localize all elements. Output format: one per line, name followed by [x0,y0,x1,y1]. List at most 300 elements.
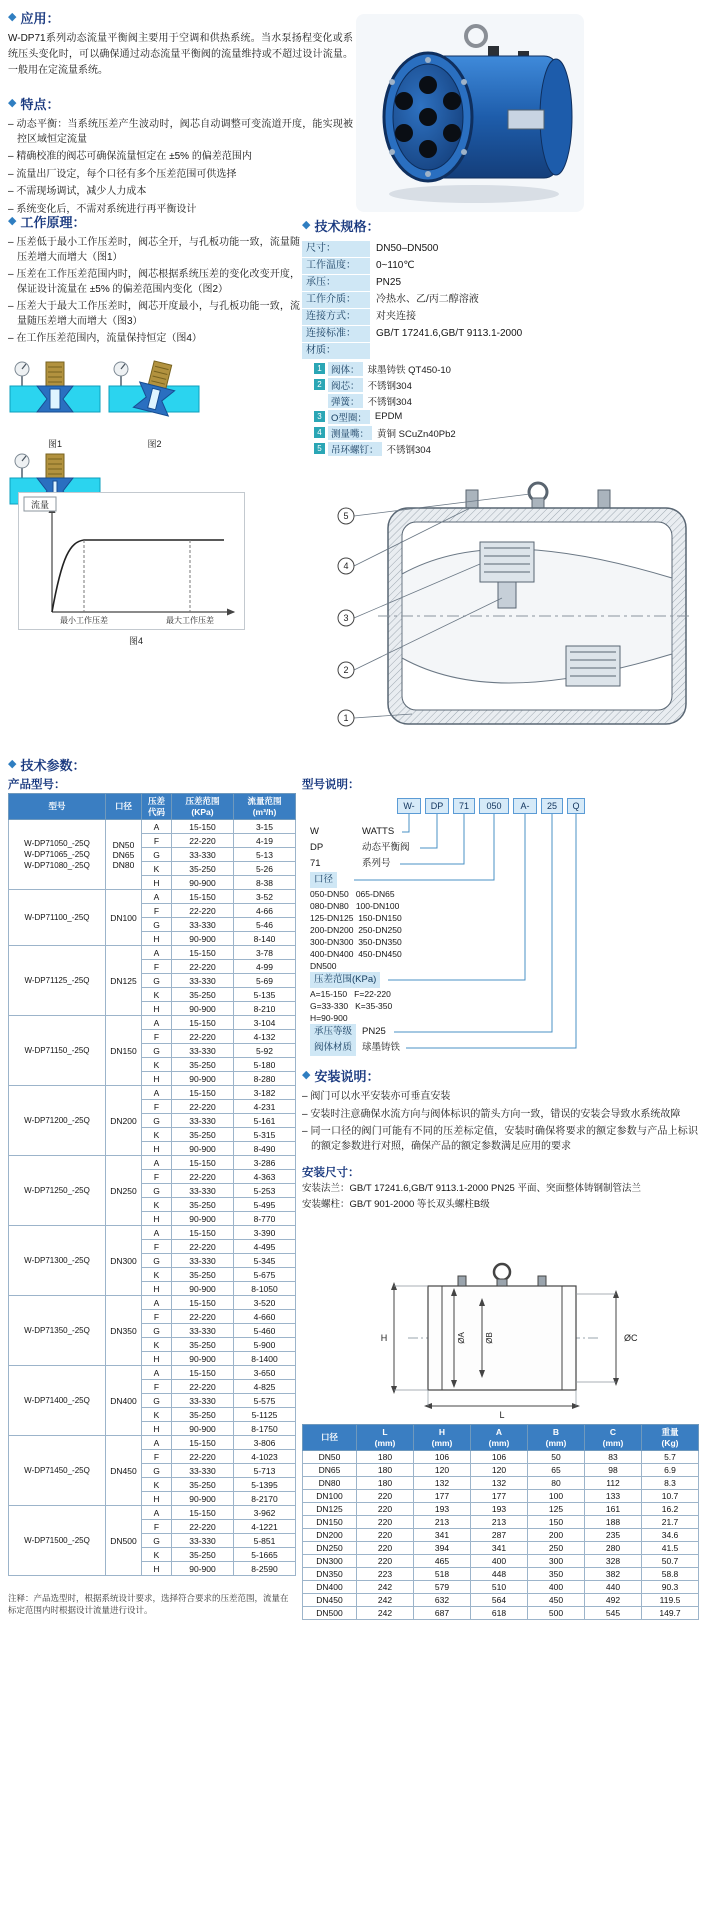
product-photo-image [356,14,584,212]
model-cell: W-DP71400_-25Q [9,1366,106,1436]
model-code-box: 050 [479,798,509,814]
product-value-cell: 22-220 [172,960,234,974]
model-code-box: W- [397,798,421,814]
product-value-cell: 3-15 [234,820,296,834]
material-number-badge: 2 [314,379,325,390]
product-value-cell: K [142,988,172,1002]
model-code-box: A- [513,798,537,814]
product-value-cell: A [142,820,172,834]
spec-row [302,275,698,291]
product-value-cell: 22-220 [172,1380,234,1394]
product-value-cell: 90-900 [172,1282,234,1296]
model-cell: W-DP71250_-25Q [9,1156,106,1226]
dimension-value-cell: DN80 [303,1477,357,1490]
dimension-value-cell: 579 [414,1581,471,1594]
dimension-value-cell: 492 [585,1594,642,1607]
product-value-cell: K [142,1198,172,1212]
dimension-value-cell: 341 [414,1529,471,1542]
chart-ylabel: 流量 [30,500,50,510]
dimensions-table-row [303,1529,699,1542]
diameter-cell: DN300 [106,1226,142,1296]
product-value-cell: G [142,1114,172,1128]
product-value-cell: 5-26 [234,862,296,876]
product-value-cell: 3-806 [234,1436,296,1450]
dimension-value-cell: 34.6 [642,1529,699,1542]
dimension-value-cell: 119.5 [642,1594,699,1607]
diameter-cell: DN125 [106,946,142,1016]
product-value-cell: K [142,1058,172,1072]
product-value-cell: F [142,1380,172,1394]
product-value-cell: 33-330 [172,1464,234,1478]
chart-title: 图4 [128,636,144,646]
product-value-cell: H [142,1282,172,1296]
product-value-cell: 15-150 [172,1226,234,1240]
product-table-row [9,1226,296,1240]
product-value-cell: F [142,1100,172,1114]
diameter-cell: DN500 [106,1506,142,1576]
material-value: 球墨铸铁 QT450-10 [367,364,451,376]
dimensions-table-body [303,1451,699,1620]
material-number-badge: 1 [314,363,325,374]
spec-value: GB/T 17241.6,GB/T 9113.1-2000 [376,328,523,339]
model-explain-list [302,988,698,1024]
model-explain-label: 71 [310,858,321,869]
model-explain-value: 系列号 [362,858,391,869]
dimension-value-cell: 220 [357,1542,414,1555]
model-explain-list-line: DN500 [310,961,337,971]
product-value-cell: 15-150 [172,1156,234,1170]
product-value-cell: 5-180 [234,1058,296,1072]
dimension-value-cell: 180 [357,1451,414,1464]
model-explain-list-line: A=15-150 F=22-220 [310,989,391,999]
product-value-cell: 35-250 [172,1478,234,1492]
principle-title: 工作原理： [20,215,86,230]
chart-xtick-min: 最小工作压差 [60,616,108,625]
diameter-cell: DN400 [106,1366,142,1436]
product-value-cell: 35-250 [172,988,234,1002]
callout-1: 1 [343,713,349,723]
dimension-value-cell: 518 [414,1568,471,1581]
product-table-title: 产品型号： [8,779,66,791]
dimension-value-cell: 16.2 [642,1503,699,1516]
product-value-cell: K [142,1548,172,1562]
product-value-cell: 22-220 [172,1520,234,1534]
product-value-cell: F [142,904,172,918]
spec-row [302,292,698,308]
diameter-cell: DN100 [106,890,142,946]
product-value-cell: F [142,1520,172,1534]
product-value-cell: 8-2170 [234,1492,296,1506]
dimension-value-cell: 500 [528,1607,585,1620]
product-value-cell: 15-150 [172,1436,234,1450]
spec-value: 0~110℃ [376,260,415,271]
diameter-cell: DN450 [106,1436,142,1506]
product-value-cell: A [142,946,172,960]
product-value-cell: 35-250 [172,1408,234,1422]
model-cell: W-DP71300_-25Q [9,1226,106,1296]
spec-label: 工作介质： [302,292,370,308]
material-row [312,441,698,456]
dimension-value-cell: DN450 [303,1594,357,1607]
product-value-cell: 4-1023 [234,1450,296,1464]
product-value-cell: 90-900 [172,1072,234,1086]
spec-row [302,241,698,257]
callout-4: 4 [343,561,349,571]
model-explain-list-line: 400-DN400 450-DN450 [310,949,402,959]
dimension-value-cell: DN500 [303,1607,357,1620]
product-value-cell: K [142,1268,172,1282]
product-value-cell: 22-220 [172,1170,234,1184]
diamond-icon: ◆ [302,219,311,231]
dimension-value-cell: DN300 [303,1555,357,1568]
dimension-value-cell: 687 [414,1607,471,1620]
dimension-value-cell: 83 [585,1451,642,1464]
material-number-badge: 3 [314,411,325,422]
model-explain-label: 阀体材质 [310,1040,356,1056]
diamond-icon: ◆ [8,215,17,227]
dim-label-b: ØB [485,1332,494,1344]
dimension-value-cell: 235 [585,1529,642,1542]
product-value-cell: 22-220 [172,1310,234,1324]
model-cell: W-DP71500_-25Q [9,1506,106,1576]
dimension-value-cell: 510 [471,1581,528,1594]
product-value-cell: 8-490 [234,1142,296,1156]
dimension-value-cell: 180 [357,1477,414,1490]
diameter-cell: DN150 [106,1016,142,1086]
dimension-value-cell: 400 [471,1555,528,1568]
product-value-cell: 15-150 [172,1366,234,1380]
product-value-cell: 5-92 [234,1044,296,1058]
material-row [312,409,698,424]
principle-heading [8,212,300,231]
product-value-cell: 5-575 [234,1394,296,1408]
model-explain-rows [302,824,698,1056]
dim-label-h: H [380,1333,388,1343]
product-table-row [9,1296,296,1310]
model-explain-list-line: 050-DN50 065-DN65 [310,889,395,899]
section-principle [8,212,300,350]
product-value-cell: 90-900 [172,1142,234,1156]
principle-item: – 在工作压差范围内，流量保持恒定（图4） [8,333,202,344]
product-value-cell: 33-330 [172,848,234,862]
model-explain-label: DP [310,842,324,853]
specs-title: 技术规格： [314,219,380,234]
product-value-cell: F [142,1450,172,1464]
product-value-cell: 3-52 [234,890,296,904]
column-header: H (mm) [414,1425,471,1451]
material-name: 吊环螺钉： [328,442,382,456]
spec-row [302,258,698,274]
model-code-box: Q [567,798,585,814]
product-value-cell: F [142,1030,172,1044]
model-explain-list-line: 080-DN80 100-DN100 [310,901,400,911]
product-value-cell: 33-330 [172,918,234,932]
product-value-cell: H [142,1562,172,1576]
specs-materials [302,361,698,456]
model-explain-row [302,972,698,988]
application-title: 应用： [20,11,60,26]
stud-note: 安装螺柱：GB/T 901-2000 等长双头螺柱B级 [302,1198,490,1210]
dimension-value-cell: 220 [357,1516,414,1529]
product-value-cell: H [142,1072,172,1086]
product-table-row [9,1156,296,1170]
dimension-value-cell: 394 [414,1542,471,1555]
spec-value: PN25 [376,277,402,288]
dimension-value-cell: 58.8 [642,1568,699,1581]
model-explain-label: W [310,826,319,837]
section-installation [302,1066,698,1212]
product-value-cell: 22-220 [172,1450,234,1464]
dimension-value-cell: 120 [414,1464,471,1477]
dimension-value-cell: 100 [528,1490,585,1503]
model-explain-row [302,1024,698,1040]
dimension-value-cell: 80 [528,1477,585,1490]
callout-2: 2 [343,665,349,675]
model-cell: W-DP71125_-25Q [9,946,106,1016]
install-dims-title: 安装尺寸： [302,1167,360,1179]
product-value-cell: 4-363 [234,1170,296,1184]
product-value-cell: 33-330 [172,1394,234,1408]
product-value-cell: G [142,1534,172,1548]
installation-heading [302,1066,698,1085]
dimension-value-cell: 150 [528,1516,585,1529]
spec-label: 连接标准： [302,326,370,342]
product-value-cell: 15-150 [172,1296,234,1310]
principle-item: – 压差大于最大工作压差时，阀芯开度最小，与孔板功能一致，流量随压差增大而增大（图3） [8,301,300,327]
product-value-cell: A [142,1016,172,1030]
dimension-value-cell: 220 [357,1529,414,1542]
product-value-cell: G [142,1464,172,1478]
diameter-cell: DN50 DN65 DN80 [106,820,142,890]
product-value-cell: 8-2590 [234,1562,296,1576]
spec-value: 冷热水、乙/丙二醇溶液 [376,294,479,305]
dimension-value-cell: 177 [471,1490,528,1503]
dimension-value-cell: 193 [414,1503,471,1516]
model-cell: W-DP71150_-25Q [9,1016,106,1086]
dimension-value-cell: DN400 [303,1581,357,1594]
tech-params-heading [8,755,85,774]
product-value-cell: 8-38 [234,876,296,890]
product-value-cell: G [142,848,172,862]
spec-label: 承压： [302,275,370,291]
product-table-body [9,820,296,1576]
dimension-value-cell: DN350 [303,1568,357,1581]
dimensions-table-row [303,1594,699,1607]
column-header: L (mm) [357,1425,414,1451]
cross-section-drawing [330,478,698,750]
dimension-value-cell: 242 [357,1594,414,1607]
dimension-value-cell: 328 [585,1555,642,1568]
dimension-value-cell: 400 [528,1581,585,1594]
product-value-cell: 3-104 [234,1016,296,1030]
dimension-value-cell: DN150 [303,1516,357,1529]
dimensions-table-row [303,1477,699,1490]
product-value-cell: G [142,1044,172,1058]
diameter-cell: DN200 [106,1086,142,1156]
model-explain-row [302,824,698,840]
product-value-cell: 3-182 [234,1086,296,1100]
product-value-cell: 35-250 [172,1268,234,1282]
product-value-cell: 5-253 [234,1184,296,1198]
dimension-value-cell: 50.7 [642,1555,699,1568]
product-value-cell: A [142,1086,172,1100]
material-value: 黄铜 SCuZn40Pb2 [377,428,456,440]
dimension-drawing [330,1248,675,1420]
product-value-cell: 8-280 [234,1072,296,1086]
callout-3: 3 [343,613,349,623]
product-value-cell: 33-330 [172,974,234,988]
dimension-drawing-image [330,1248,675,1420]
product-value-cell: 35-250 [172,1128,234,1142]
product-value-cell: 4-1221 [234,1520,296,1534]
product-value-cell: 22-220 [172,1030,234,1044]
model-explain-title: 型号说明： [302,779,360,791]
dimension-value-cell: 41.5 [642,1542,699,1555]
material-name: 弹簧： [328,394,363,408]
product-value-cell: F [142,1240,172,1254]
model-code-box: 25 [541,798,563,814]
principle-item: – 压差低于最小工作压差时，阀芯全开，与孔板功能一致，流量随压差增大而增大（图1） [8,237,300,263]
product-value-cell: 35-250 [172,1338,234,1352]
model-explain-list [302,888,698,972]
dimension-value-cell: 300 [528,1555,585,1568]
model-explain-diagram [302,798,698,1056]
product-value-cell: 5-135 [234,988,296,1002]
product-value-cell: 5-46 [234,918,296,932]
section-application [8,8,353,79]
product-value-cell: 3-286 [234,1156,296,1170]
product-value-cell: 8-210 [234,1002,296,1016]
product-value-cell: H [142,1002,172,1016]
material-value: 不锈钢304 [367,380,412,392]
dimension-value-cell: 465 [414,1555,471,1568]
dimension-value-cell: 287 [471,1529,528,1542]
product-value-cell: 8-140 [234,932,296,946]
material-row [312,393,698,408]
product-value-cell: 15-150 [172,1506,234,1520]
dimension-value-cell: 220 [357,1555,414,1568]
product-value-cell: 3-520 [234,1296,296,1310]
product-value-cell: F [142,1170,172,1184]
application-text: W-DP71系列动态流量平衡阀主要用于空调和供热系统。当水泵扬程变化或系统压头变化时，可以确保通过动态流量平衡阀的流量维持或不超过设计流量。一般用在定流量系统。 [8,33,353,76]
column-header: C (mm) [585,1425,642,1451]
dimensions-table-row [303,1542,699,1555]
dimensions-table-row [303,1555,699,1568]
dimension-value-cell: 177 [414,1490,471,1503]
dim-label-c: ØC [624,1333,638,1343]
product-value-cell: 3-390 [234,1226,296,1240]
dimension-value-cell: 448 [471,1568,528,1581]
dimensions-table-row [303,1503,699,1516]
specs-rows [302,241,698,359]
product-value-cell: 4-495 [234,1240,296,1254]
product-value-cell: G [142,1394,172,1408]
product-value-cell: K [142,1338,172,1352]
feature-item: – 系统变化后，不需对系统进行再平衡设计 [8,203,197,215]
model-explain-label: 承压等级 [310,1024,356,1040]
dimension-value-cell: 250 [528,1542,585,1555]
product-value-cell: 4-825 [234,1380,296,1394]
product-value-cell: 33-330 [172,1324,234,1338]
product-value-cell: K [142,1128,172,1142]
product-value-cell: 5-495 [234,1198,296,1212]
model-explain-value: 动态平衡阀 [362,842,410,853]
feature-item: – 动态平衡：当系统压差产生波动时，阀芯自动调整可变流道开度，能实现被控区域恒定流量 [8,119,353,145]
product-value-cell: 33-330 [172,1184,234,1198]
model-cell: W-DP71050_-25Q W-DP71065_-25Q W-DP71080_-25Q [9,820,106,890]
feature-item: – 精确校准的阀芯可确保流量恒定在 ±5% 的偏差范围内 [8,151,252,162]
material-row [312,361,698,376]
dimension-value-cell: 213 [414,1516,471,1529]
product-value-cell: 4-66 [234,904,296,918]
product-table-row [9,890,296,904]
features-title: 特点： [20,97,60,112]
product-model-table [8,793,296,1576]
product-photo [356,14,584,212]
material-name: O型圈： [328,410,370,424]
dimension-value-cell: 65 [528,1464,585,1477]
diagram-1 [8,358,102,450]
application-heading [8,8,353,27]
dimension-value-cell: 440 [585,1581,642,1594]
product-value-cell: 90-900 [172,1562,234,1576]
material-row [312,425,698,440]
dimension-value-cell: 90.3 [642,1581,699,1594]
product-value-cell: 5-851 [234,1534,296,1548]
cross-section-image [330,478,698,750]
model-code-box: DP [425,798,449,814]
product-value-cell: 90-900 [172,876,234,890]
spec-value [370,343,376,359]
product-table-row [9,1436,296,1450]
model-code-boxes [397,798,589,816]
product-value-cell: 35-250 [172,1198,234,1212]
dimension-value-cell: 220 [357,1503,414,1516]
dimension-value-cell: 193 [471,1503,528,1516]
product-value-cell: 90-900 [172,1212,234,1226]
product-value-cell: A [142,1436,172,1450]
dimension-value-cell: 98 [585,1464,642,1477]
product-value-cell: A [142,1296,172,1310]
product-value-cell: 8-770 [234,1212,296,1226]
principle-item: – 压差在工作压差范围内时，阀芯根据系统压差的变化改变开度，保证设计流量在 ±5% 的偏差范围内变化（图2） [8,269,300,295]
product-value-cell: H [142,1212,172,1226]
dimension-value-cell: 180 [357,1464,414,1477]
dimension-value-cell: 120 [471,1464,528,1477]
model-explain-row [302,856,698,872]
spec-row [302,309,698,325]
product-value-cell: G [142,1254,172,1268]
product-table-row [9,1506,296,1520]
product-value-cell: 90-900 [172,1492,234,1506]
installation-title: 安装说明： [314,1069,380,1084]
product-value-cell: H [142,876,172,890]
figure-label: 图2 [147,439,162,449]
material-number-badge: 4 [314,427,325,438]
product-value-cell: 4-99 [234,960,296,974]
product-value-cell: G [142,918,172,932]
diamond-icon: ◆ [302,1069,311,1081]
dimension-value-cell: 112 [585,1477,642,1490]
product-value-cell: 90-900 [172,1002,234,1016]
product-value-cell: 5-713 [234,1464,296,1478]
specs-heading [302,216,698,235]
flange-note: 安装法兰：GB/T 17241.6,GB/T 9113.1-2000 PN25 平面、突面整体铸钢制管法兰 [302,1183,641,1194]
dimension-value-cell: 8.3 [642,1477,699,1490]
dimension-value-cell: 564 [471,1594,528,1607]
product-table-row [9,820,296,834]
spec-row [302,343,698,359]
